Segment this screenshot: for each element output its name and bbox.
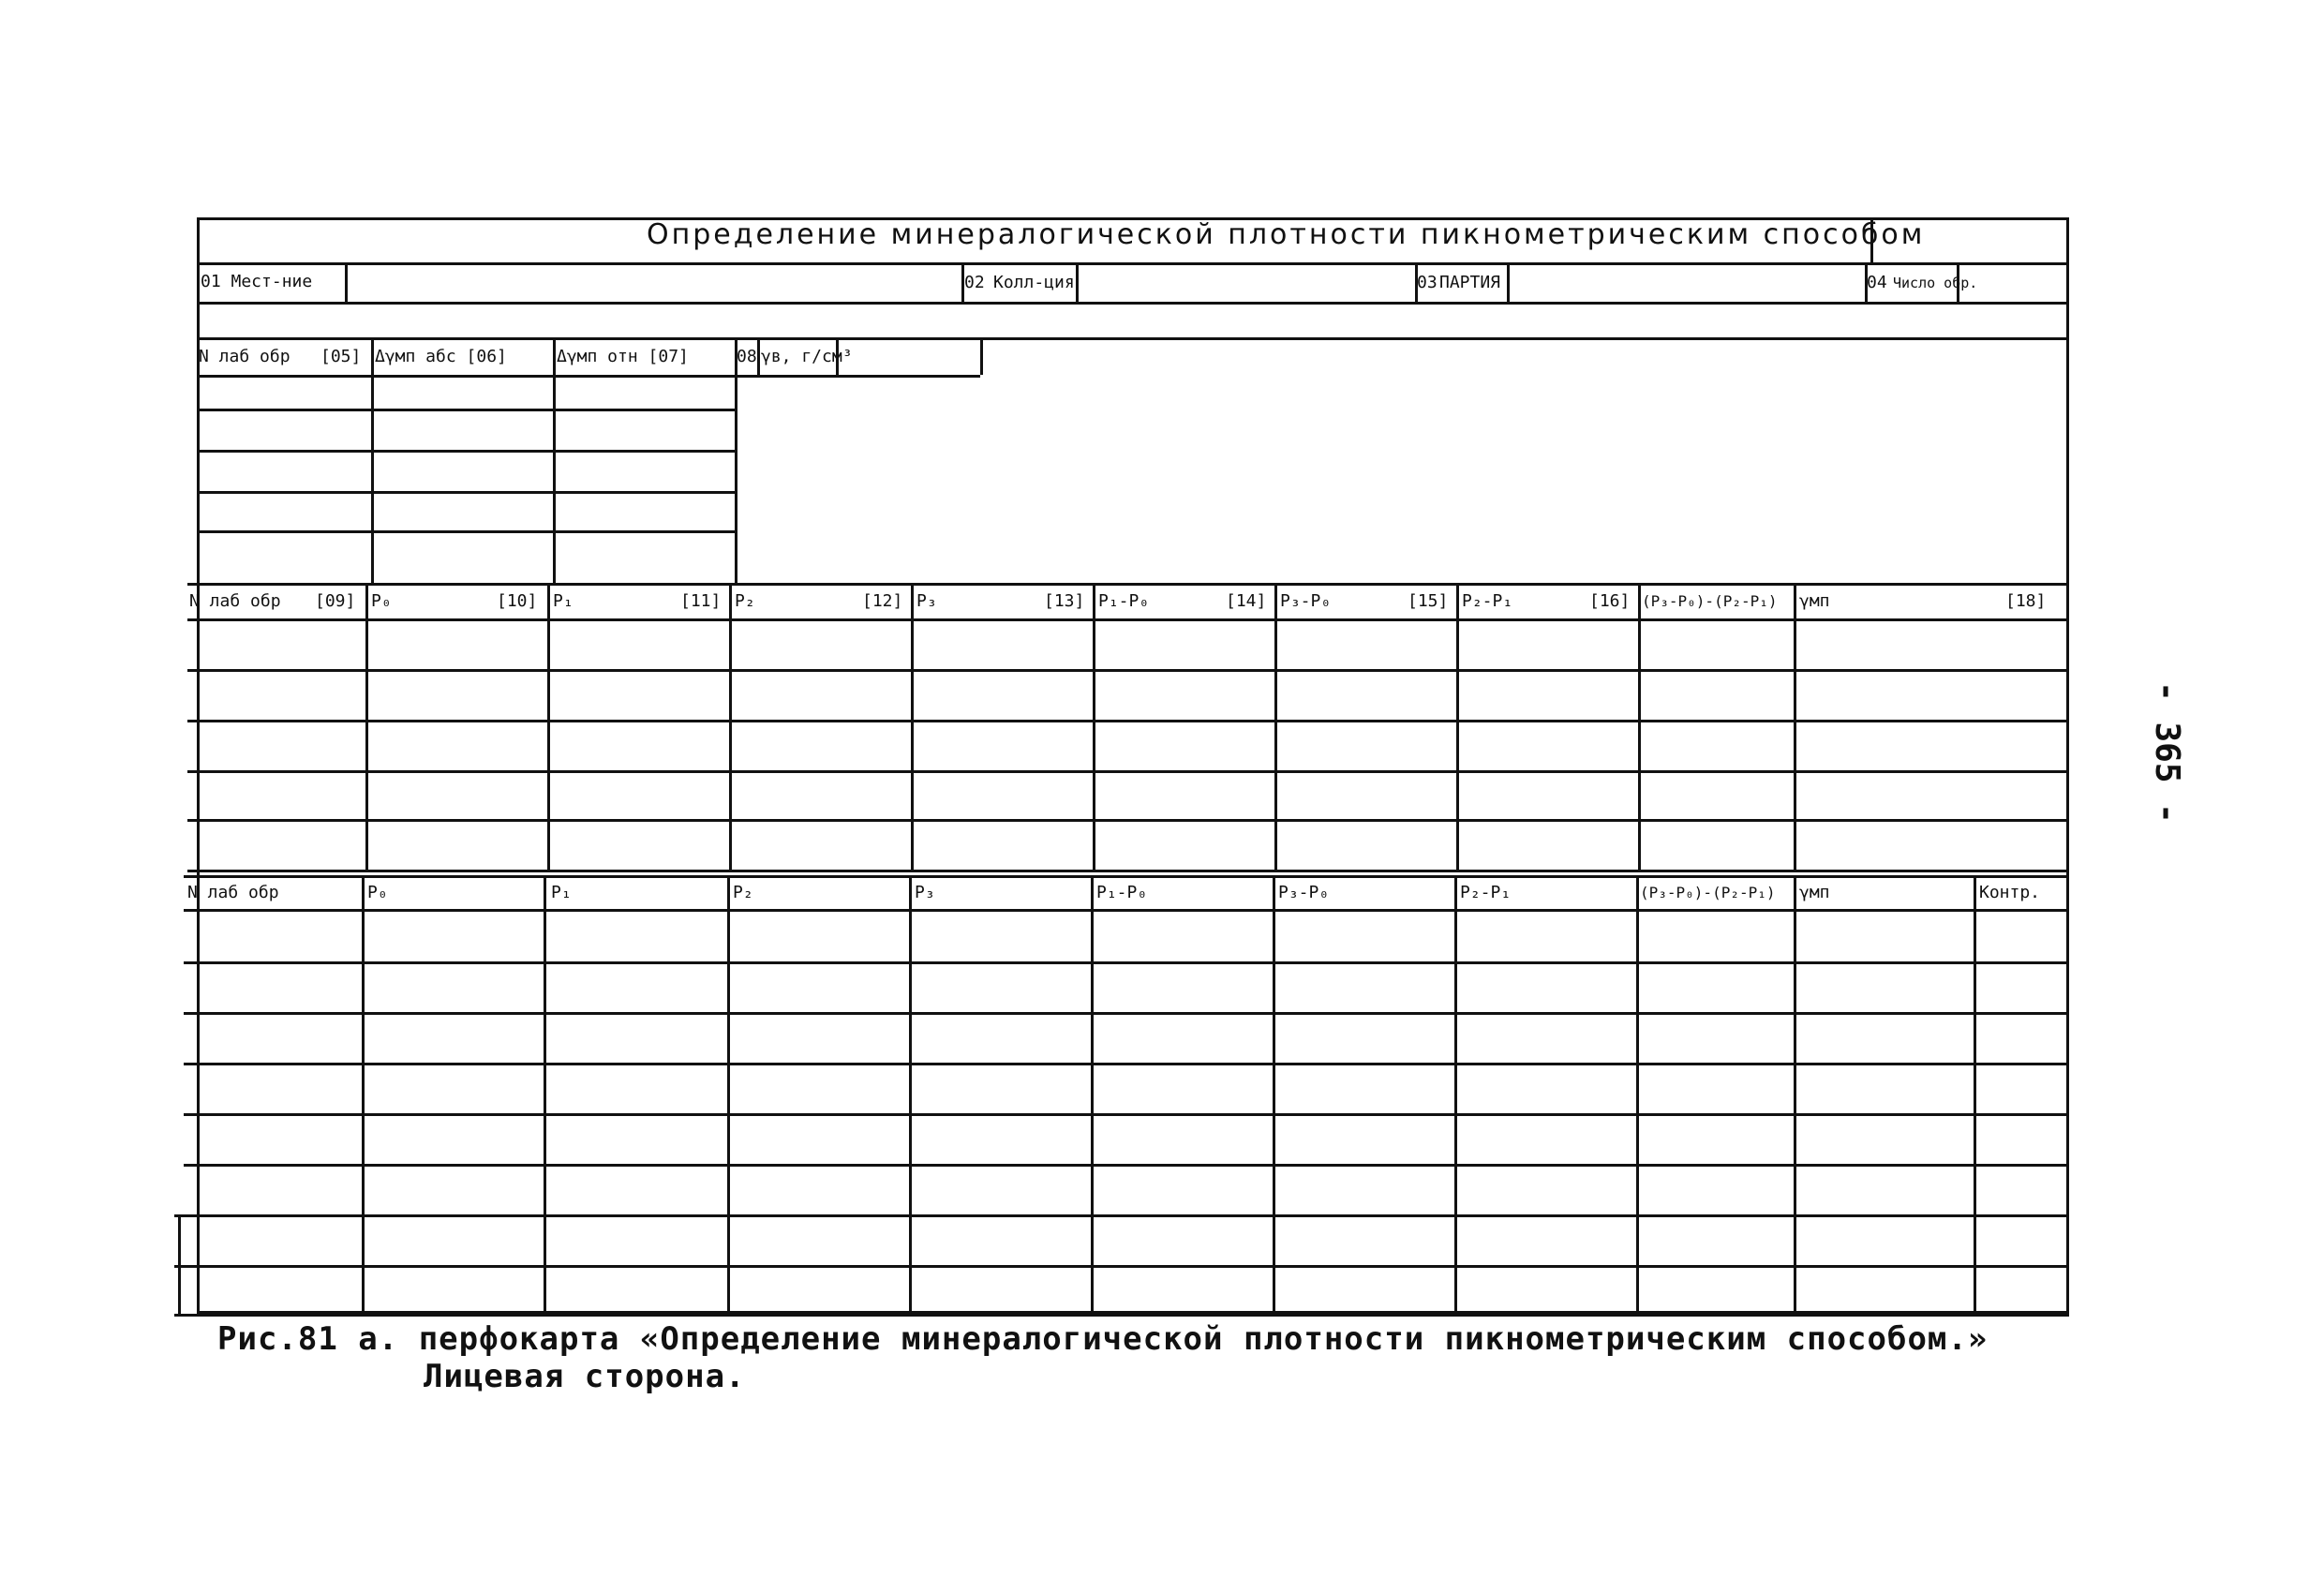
field-02-kollektsiya: Колл-ция [993,273,1075,292]
top-row-line-1 [197,409,735,411]
mid-header-10: [10] [497,591,538,611]
bot-header-diff: (P₃-P₀)-(P₂-P₁) [1640,884,1776,901]
title-bottom-line [197,262,2069,265]
top-header-08: 08 [737,347,757,366]
mid-col-line-5 [1093,583,1095,870]
mid-col-line-2 [547,583,550,870]
bot-col-line-3 [727,875,730,1314]
f03-divider [1507,262,1510,302]
bot-row-line-4 [184,1113,2069,1116]
bot-col-line-5 [1091,875,1094,1314]
spacer-line [197,337,2069,340]
mid-header-16: [16] [1589,591,1631,611]
top-header-06: Δγмп абс [06] [375,347,507,366]
mid-col-line-8 [1638,583,1641,870]
fields-bottom-line [197,302,2069,305]
mid-row-line-4 [187,819,2069,822]
punch-card [197,217,2069,1314]
bot-left-line [178,1214,181,1314]
mid-header-12: [12] [862,591,903,611]
top-header-gamma-v: γв, г/см³ [761,347,853,366]
bot-header-n-lab: N лаб обр [187,883,279,902]
bot-row-line-5 [184,1164,2069,1167]
mid-col-line-9 [1794,583,1796,870]
bot-col-line-10 [1974,875,1976,1314]
bot-header-p1: P₁ [551,883,572,902]
mid-col-line-3 [729,583,732,870]
bot-row-line-1 [184,961,2069,964]
bot-row-line-3 [184,1063,2069,1065]
mid-header-p1: P₁ [553,591,574,611]
bot-col-line-6 [1273,875,1275,1314]
bot-col-line-2 [544,875,546,1314]
mid-header-p2: P₂ [735,591,755,611]
mid-col-line-6 [1274,583,1277,870]
mid-header-n-lab: N лаб обр [189,591,281,611]
f02-divider [1076,262,1079,302]
bot-header-gamma-mp: γмп [1799,883,1830,902]
bot-row-line-7 [174,1265,2069,1268]
mid-header-p0: P₀ [371,591,392,611]
mid-row-line-2 [187,720,2069,722]
mid-header-09: [09] [315,591,356,611]
mid-header-14: [14] [1226,591,1267,611]
bot-col-line-1 [362,875,365,1314]
bot-top-line [184,875,2069,878]
mid-top-line [187,583,2069,586]
mid-header-18: [18] [2005,591,2047,611]
top-header-05: [05] [320,347,362,366]
f01-divider [345,262,348,302]
bot-header-kontr: Контр. [1979,883,2041,902]
mid-header-13: [13] [1044,591,1085,611]
bot-header-p2-p1: P₂-P₁ [1460,883,1512,902]
figure-caption-line2: Лицевая сторона. [424,1358,746,1395]
top-col-line-4 [757,337,760,375]
field-04-chislo-obr: Число обр. [1893,275,1978,291]
field-03-partiya: ПАРТИЯ [1439,273,1501,292]
bot-header-p3: P₃ [915,883,935,902]
mid-col-line-4 [911,583,914,870]
field-02-code: 02 [964,273,985,292]
mid-header-diff: (P₃-P₀)-(P₂-P₁) [1642,592,1778,610]
bot-row-line-2 [184,1012,2069,1015]
bot-col-line-4 [909,875,912,1314]
mid-col-line-7 [1456,583,1459,870]
mid-header-15: [15] [1408,591,1449,611]
top-row-line-3 [197,491,735,494]
mid-row-line-1 [187,669,2069,672]
mid-header-11: [11] [680,591,722,611]
field-03-code: 03 [1417,273,1438,292]
mid-header-p1-p0: P₁-P₀ [1098,591,1150,611]
top-row-line-4 [197,530,735,533]
bot-header-p0: P₀ [367,883,388,902]
mid-bottom-line [187,870,2069,872]
bot-bottom-line [174,1314,2069,1317]
top-header-line [197,375,980,378]
mid-header-p3: P₃ [916,591,937,611]
mid-row-line-3 [187,770,2069,773]
bot-header-p2: P₂ [733,883,753,902]
bot-col-line-9 [1794,875,1796,1314]
bot-col-line-8 [1636,875,1639,1314]
bot-header-p3-p0: P₃-P₀ [1278,883,1330,902]
mid-col-line-1 [365,583,368,870]
field-01-mestorozhdenie: 01 Мест-ние [201,272,313,291]
card-title: Определение минералогической плотности пикнометрическим способом [647,218,1926,251]
mid-header-line [187,618,2069,621]
top-row-line-2 [197,450,735,453]
figure-caption-line1: Рис.81 а. перфокарта «Определение минералогической плотности пикнометрическим способом.» [217,1320,1989,1358]
mid-header-p3-p0: P₃-P₀ [1280,591,1332,611]
field-04-code: 04 [1867,273,1887,292]
bot-header-p1-p0: P₁-P₀ [1096,883,1148,902]
bot-header-line [184,909,2069,912]
top-header-07: Δγмп отн [07] [557,347,689,366]
top-col-line-6 [980,337,983,375]
top-header-n-lab: N лаб обр [199,347,290,366]
mid-header-p2-p1: P₂-P₁ [1462,591,1513,611]
bot-col-line-7 [1454,875,1457,1314]
page-number: - 365 - [2147,681,2186,824]
bot-row-line-6 [174,1214,2069,1217]
mid-header-gamma-mp: γмп [1799,591,1830,611]
